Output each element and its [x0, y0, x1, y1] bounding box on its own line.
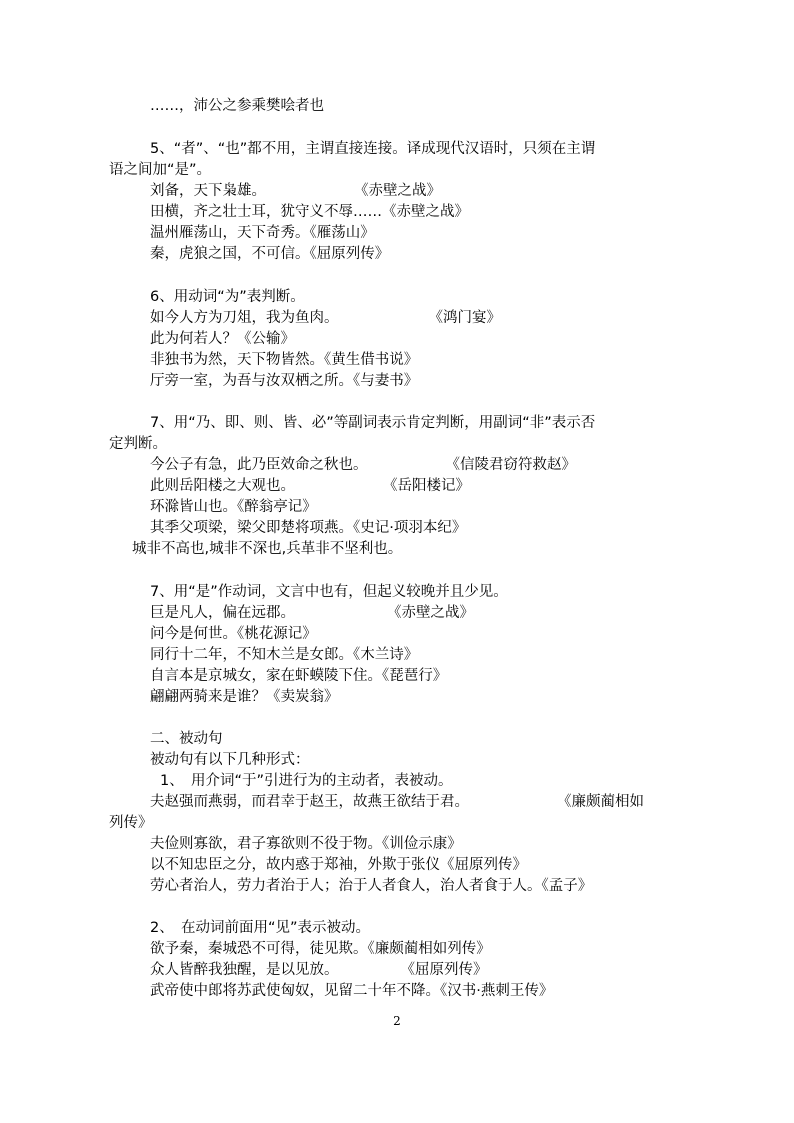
example-line: 同行十二年，不知木兰是女郎。《木兰诗》: [150, 647, 419, 663]
source-citation: 《鸿门宴》: [428, 310, 501, 326]
example-line: [150, 455, 735, 476]
example-line: [150, 308, 735, 329]
example-line: 问今是何世。《桃花源记》: [150, 626, 317, 642]
example-sentence: 众人皆醉我独醒，是以见放。: [150, 962, 339, 978]
source-citation: 《岳阳楼记》: [383, 478, 470, 494]
section-heading-7: 7、用“乃、即、则、皆、必”等副词表示肯定判断，用副词“非”表示否: [150, 415, 596, 431]
example-sentence: 巨是凡人，偏在远郡。: [150, 605, 295, 621]
example-sentence: 今公子有急，此乃臣效命之秋也。: [150, 457, 368, 473]
example-sentence: 如今人方为刀俎，我为鱼肉。: [150, 310, 339, 326]
subsection-heading-1: 1、 用介词“于”引进行为的主动者，表被动。: [160, 773, 453, 789]
text-line: 语之间加“是”。: [109, 162, 212, 178]
example-line: 非独书为然，天下物皆然。《黄生借书说》: [150, 352, 419, 368]
section-heading-7b: 7、用“是”作动词，文言中也有，但起义较晚并且少见。: [150, 584, 508, 600]
example-line: [150, 181, 735, 202]
section-heading-5: 5、“者”、“也”都不用，主谓直接连接。译成现代汉语时，只须在主谓: [150, 141, 596, 157]
subsection-heading-2: 2、 在动词前面用“见”表示被动。: [150, 920, 370, 936]
source-citation: 《信陵君窃符救赵》: [445, 457, 576, 473]
section-heading-6: 6、用动词“为”表判断。: [150, 289, 305, 305]
text-line: ……，沛公之参乘樊哙者也: [150, 98, 324, 114]
page-number: 2: [393, 1014, 401, 1028]
example-line: 翩翩两骑来是谁？《卖炭翁》: [150, 689, 339, 705]
example-line: 其季父项梁，梁父即楚将项燕。《史记·项羽本纪》: [150, 520, 467, 536]
example-line: [150, 792, 735, 813]
example-line: 温州雁荡山，天下奇秀。《雁荡山》: [150, 225, 375, 241]
source-citation: 《赤壁之战》: [354, 183, 441, 199]
example-line: [150, 603, 735, 624]
example-line: 自言本是京城女，家在虾蟆陵下住。《琵琶行》: [150, 668, 448, 684]
text-line: 被动句有以下几种形式：: [150, 752, 310, 768]
example-line: 环滁皆山也。《醉翁亭记》: [150, 499, 317, 515]
example-line: 夫俭则寡欲，君子寡欲则不役于物。《训俭示康》: [150, 836, 462, 852]
text-line: 定判断。: [109, 436, 167, 452]
example-line: 秦，虎狼之国，不可信。《屈原列传》: [150, 246, 390, 262]
source-citation: 《屈原列传》: [400, 962, 488, 978]
example-line: 厅旁一室，为吾与汝双栖之所。《与妻书》: [150, 373, 419, 389]
example-line: [150, 960, 735, 981]
example-line: 田横，齐之壮士耳，犹守义不辱……《赤壁之战》: [150, 204, 469, 220]
chapter-heading-passive: 二、被动句: [150, 731, 223, 747]
example-sentence: 此则岳阳楼之大观也。: [150, 478, 295, 494]
example-sentence: 夫赵强而燕弱，而君幸于赵王，故燕王欲结于君。: [150, 794, 469, 810]
example-line: 欲予秦，秦城恐不可得，徒见欺。《廉颇蔺相如列传》: [150, 941, 491, 957]
example-line: 劳心者治人，劳力者治于人；治于人者食人，治人者食于人。《孟子》: [150, 878, 593, 894]
example-sentence: 刘备，天下枭雄。: [150, 183, 266, 199]
example-line: 城非不高也,城非不深也,兵革非不坚利也。: [132, 541, 403, 557]
example-line: [150, 476, 735, 497]
text-line: 列传》: [109, 815, 153, 831]
source-citation: 《赤壁之战》: [387, 605, 474, 621]
source-citation: 《廉颇蔺相如: [557, 794, 644, 810]
example-line: 以不知忠臣之分，故内惑于郑袖，外欺于张仪《屈原列传》: [150, 857, 527, 873]
example-line: 此为何若人？《公输》: [150, 331, 295, 347]
example-line: 武帝使中郎将苏武使匈奴，见留二十年不降。《汉书·燕刺王传》: [150, 983, 554, 999]
